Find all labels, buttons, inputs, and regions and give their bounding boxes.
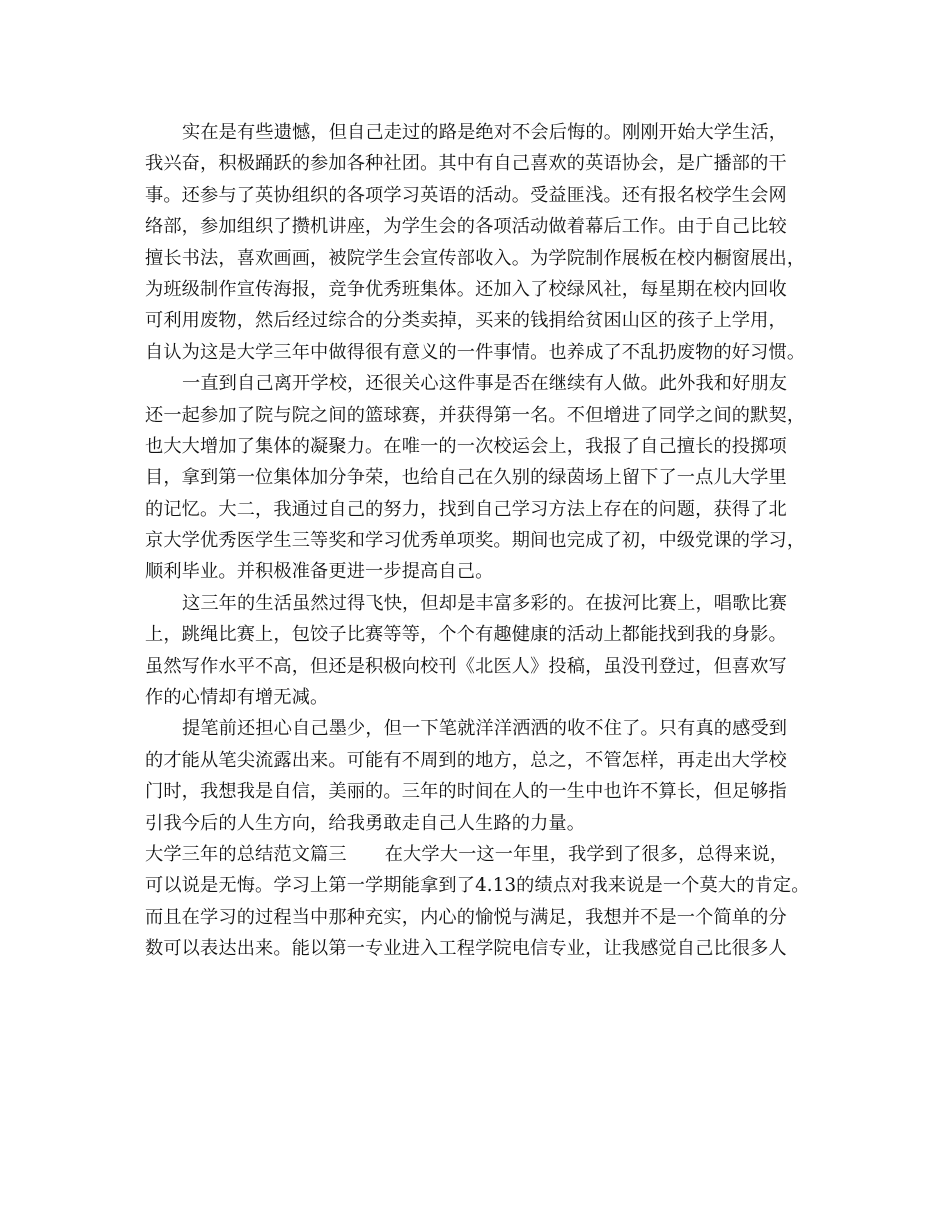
text-line: 自认为这是大学三年中做得很有意义的一件事情。也养成了不乱扔废物的好习惯。: [145, 341, 806, 363]
text-line: 也大大增加了集体的凝聚力。在唯一的一次校运会上，我报了自己擅长的投掷项: [145, 435, 787, 457]
text-line: 一直到自己离开学校，还很关心这件事是否在继续有人做。此外我和好朋友: [182, 373, 788, 395]
text-line: 实在是有些遗憾，但自己走过的路是绝对不会后悔的。刚刚开始大学生活，: [182, 122, 788, 143]
text-line: 引我今后的人生方向，给我勇敢走自己人生路的力量。: [145, 812, 586, 834]
text-line: 我兴奋，积极踊跃的参加各种社团。其中有自己喜欢的英语协会，是广播部的干: [145, 153, 787, 175]
text-line: 京大学优秀医学生三等奖和学习优秀单项奖。期间也完成了初，中级党课的学习，: [145, 530, 806, 552]
text-line: 数可以表达出来。能以第一专业进入工程学院电信专业，让我感觉自己比很多人: [145, 938, 787, 960]
text-line: 目，拿到第一位集体加分争荣，也给自己在久别的绿茵场上留下了一点儿大学里: [145, 467, 787, 489]
text-line: 的才能从笔尖流露出来。可能有不周到的地方，总之，不管怎样，再走出大学校: [145, 749, 787, 771]
document-body: [145, 117, 825, 965]
text-line: 虽然写作水平不高，但还是积极向校刊《北医人》投稿，虽没刊登过，但喜欢写: [145, 655, 787, 677]
text-line: 为班级制作宣传海报，竞争优秀班集体。还加入了校绿风社，每星期在校内回收: [145, 278, 787, 300]
text-line: 顺利毕业。并积极准备更进一步提高自己。: [145, 561, 494, 583]
section-heading-line: [145, 839, 825, 870]
text-line: 的记忆。大二，我通过自己的努力，找到自己学习方法上存在的问题，获得了北: [145, 498, 787, 520]
text-line: 络部，参加组织了攒机讲座，为学生会的各项活动做着幕后工作。由于自己比较: [145, 216, 787, 238]
text-line: 上，跳绳比赛上，包饺子比赛等等，个个有趣健康的活动上都能找到我的身影。: [145, 624, 787, 646]
text-line: 擅长书法，喜欢画画，被院学生会宣传部收入。为学院制作展板在校内橱窗展出，: [145, 247, 806, 269]
section-heading: 大学三年的总结范文篇三: [145, 843, 347, 865]
text-line: 可利用废物，然后经过综合的分类卖掉，买来的钱捐给贫困山区的孩子上学用，: [145, 310, 787, 332]
section-first-line: 在大学大一这一年里，我学到了很多，总得来说，: [384, 843, 789, 865]
text-line: 门时，我想我是自信，美丽的。三年的时间在人的一生中也许不算长，但足够指: [145, 781, 787, 803]
text-line: 事。还参与了英协组织的各项学习英语的活动。受益匪浅。还有报名校学生会网: [145, 184, 787, 206]
text-line: 提笔前还担心自己墨少，但一下笔就洋洋洒洒的收不住了。只有真的感受到: [182, 718, 788, 740]
text-line: 作的心情却有增无减。: [145, 687, 329, 709]
text-line: 而且在学习的过程当中那种充实，内心的愉悦与满足，我想并不是一个简单的分: [145, 906, 787, 928]
text-line: 可以说是无悔。学习上第一学期能拿到了4.13的绩点对我来说是一个莫大的肯定。: [145, 875, 810, 897]
text-line: 还一起参加了院与院之间的篮球赛，并获得第一名。不但增进了同学之间的默契，: [145, 404, 806, 426]
text-line: 这三年的生活虽然过得飞快，但却是丰富多彩的。在拔河比赛上，唱歌比赛: [182, 592, 788, 614]
